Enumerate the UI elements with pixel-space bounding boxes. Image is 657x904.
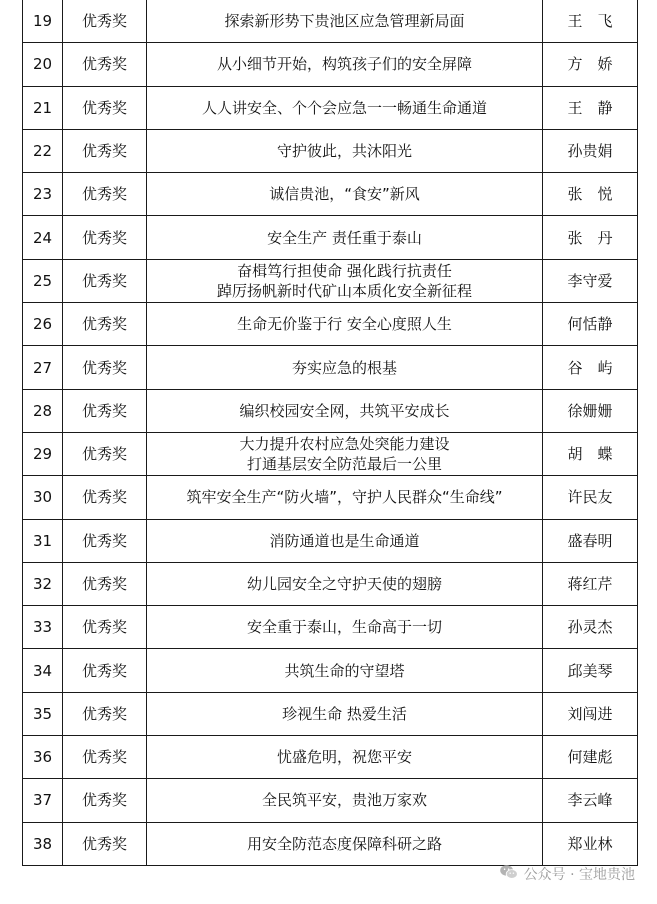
author-name: 胡 蝶 <box>543 432 638 475</box>
award-level: 优秀奖 <box>63 259 147 302</box>
award-level: 优秀奖 <box>63 692 147 735</box>
work-title <box>147 736 543 779</box>
award-level: 优秀奖 <box>63 606 147 649</box>
row-number: 20 <box>23 43 63 86</box>
author-name: 徐姗姗 <box>543 389 638 432</box>
table-row <box>23 173 638 216</box>
work-title <box>147 346 543 389</box>
author-name: 方 娇 <box>543 43 638 86</box>
work-title-line: 消防通道也是生命通道 <box>269 531 420 550</box>
award-level: 优秀奖 <box>63 0 147 43</box>
table-row <box>23 432 638 475</box>
award-level: 优秀奖 <box>63 86 147 129</box>
author-name: 王 静 <box>543 86 638 129</box>
author-name: 许民友 <box>543 476 638 519</box>
work-title-line: 奋楫笃行担使命 强化践行抗责任 <box>237 261 452 280</box>
work-title <box>147 562 543 605</box>
work-title <box>147 476 543 519</box>
table-row <box>23 43 638 86</box>
work-title-line: 从小细节开始，构筑孩子们的安全屏障 <box>216 55 472 74</box>
watermark-text: 公众号 · 宝地贵池 <box>523 867 635 883</box>
row-number: 32 <box>23 562 63 605</box>
table-row <box>23 736 638 779</box>
award-level: 优秀奖 <box>63 346 147 389</box>
table-row <box>23 692 638 735</box>
work-title-line: 用安全防范态度保障科研之路 <box>246 834 442 853</box>
work-title <box>147 779 543 822</box>
row-number: 21 <box>23 86 63 129</box>
work-title-line: 全民筑平安，贵池万家欢 <box>261 791 427 810</box>
author-name: 谷 屿 <box>543 346 638 389</box>
author-name: 盛春明 <box>543 519 638 562</box>
author-name: 王 飞 <box>543 0 638 43</box>
work-title <box>147 259 543 302</box>
work-title <box>147 606 543 649</box>
award-level: 优秀奖 <box>63 432 147 475</box>
row-number: 34 <box>23 649 63 692</box>
row-number: 27 <box>23 346 63 389</box>
work-title-line: 夯实应急的根基 <box>291 358 397 377</box>
table-row <box>23 389 638 432</box>
work-title <box>147 432 543 475</box>
work-title <box>147 303 543 346</box>
work-title <box>147 0 543 43</box>
author-name: 刘闯进 <box>543 692 638 735</box>
work-title-line: 珍视生命 热爱生活 <box>282 704 407 723</box>
author-name: 李云峰 <box>543 779 638 822</box>
author-name: 李守爱 <box>543 259 638 302</box>
table-row <box>23 216 638 259</box>
award-list-table <box>22 0 638 866</box>
author-name: 孙贵娟 <box>543 129 638 172</box>
table-row <box>23 476 638 519</box>
award-level: 优秀奖 <box>63 129 147 172</box>
row-number: 33 <box>23 606 63 649</box>
work-title-line: 探索新形势下贵池区应急管理新局面 <box>224 12 465 31</box>
row-number: 23 <box>23 173 63 216</box>
award-level: 优秀奖 <box>63 476 147 519</box>
work-title-line: 幼儿园安全之守护天使的翅膀 <box>246 575 442 593</box>
table-row <box>23 259 638 302</box>
row-number: 22 <box>23 129 63 172</box>
table-row <box>23 649 638 692</box>
table-row <box>23 519 638 562</box>
award-level: 优秀奖 <box>63 303 147 346</box>
award-level: 优秀奖 <box>63 173 147 216</box>
award-level: 优秀奖 <box>63 43 147 86</box>
award-level: 优秀奖 <box>63 389 147 432</box>
work-title <box>147 822 543 865</box>
work-title-line: 筑牢安全生产“防火墙”，守护人民群众“生命线” <box>186 488 503 507</box>
row-number: 26 <box>23 303 63 346</box>
table-row <box>23 779 638 822</box>
work-title-line: 大力提升农村应急处突能力建设 <box>239 435 450 454</box>
row-number: 36 <box>23 736 63 779</box>
table-row <box>23 346 638 389</box>
row-number: 35 <box>23 692 63 735</box>
work-title <box>147 173 543 216</box>
watermark <box>499 864 635 884</box>
table-row <box>23 562 638 605</box>
award-level: 优秀奖 <box>63 736 147 779</box>
work-title <box>147 519 543 562</box>
work-title <box>147 692 543 735</box>
work-title-line: 打通基层安全防范最后一公里 <box>246 455 442 474</box>
award-list-body <box>23 0 638 865</box>
work-title <box>147 43 543 86</box>
table-row <box>23 303 638 346</box>
author-name: 孙灵杰 <box>543 606 638 649</box>
award-level: 优秀奖 <box>63 519 147 562</box>
work-title <box>147 649 543 692</box>
row-number: 24 <box>23 216 63 259</box>
author-name: 何建彪 <box>543 736 638 779</box>
work-title <box>147 86 543 129</box>
row-number: 38 <box>23 822 63 865</box>
row-number: 25 <box>23 259 63 302</box>
row-number: 29 <box>23 432 63 475</box>
table-row <box>23 822 638 865</box>
row-number: 30 <box>23 476 63 519</box>
row-number: 28 <box>23 389 63 432</box>
work-title-line: 编织校园安全网，共筑平安成长 <box>239 401 450 420</box>
award-level: 优秀奖 <box>63 649 147 692</box>
work-title-line: 诚信贵池，“食安”新风 <box>269 185 420 204</box>
author-name: 张 丹 <box>543 216 638 259</box>
work-title-line: 忧盛危明，祝您平安 <box>276 748 412 767</box>
work-title <box>147 216 543 259</box>
table-row <box>23 129 638 172</box>
work-title-line: 守护彼此，共沐阳光 <box>276 142 412 161</box>
author-name: 张 悦 <box>543 173 638 216</box>
work-title-line: 安全重于泰山，生命高于一切 <box>246 618 442 637</box>
work-title-line: 共筑生命的守望塔 <box>284 661 405 680</box>
work-title <box>147 129 543 172</box>
row-number: 19 <box>23 0 63 43</box>
wechat-icon <box>499 864 519 884</box>
author-name: 蒋红芹 <box>543 562 638 605</box>
work-title <box>147 389 543 432</box>
award-level: 优秀奖 <box>63 216 147 259</box>
award-level: 优秀奖 <box>63 779 147 822</box>
row-number: 37 <box>23 779 63 822</box>
work-title-line: 安全生产 责任重于泰山 <box>267 228 422 247</box>
work-title-line: 生命无价鉴于行 安全心度照人生 <box>237 315 452 334</box>
work-title-line: 人人讲安全、个个会应急一一畅通生命通道 <box>201 98 487 117</box>
table-row <box>23 86 638 129</box>
award-level: 优秀奖 <box>63 822 147 865</box>
table-row <box>23 0 638 43</box>
work-title-line: 踔厉扬帆新时代矿山本质化安全新征程 <box>216 281 472 300</box>
table-row <box>23 606 638 649</box>
author-name: 何恬静 <box>543 303 638 346</box>
author-name: 郑业林 <box>543 822 638 865</box>
author-name: 邱美琴 <box>543 649 638 692</box>
award-level: 优秀奖 <box>63 562 147 605</box>
row-number: 31 <box>23 519 63 562</box>
